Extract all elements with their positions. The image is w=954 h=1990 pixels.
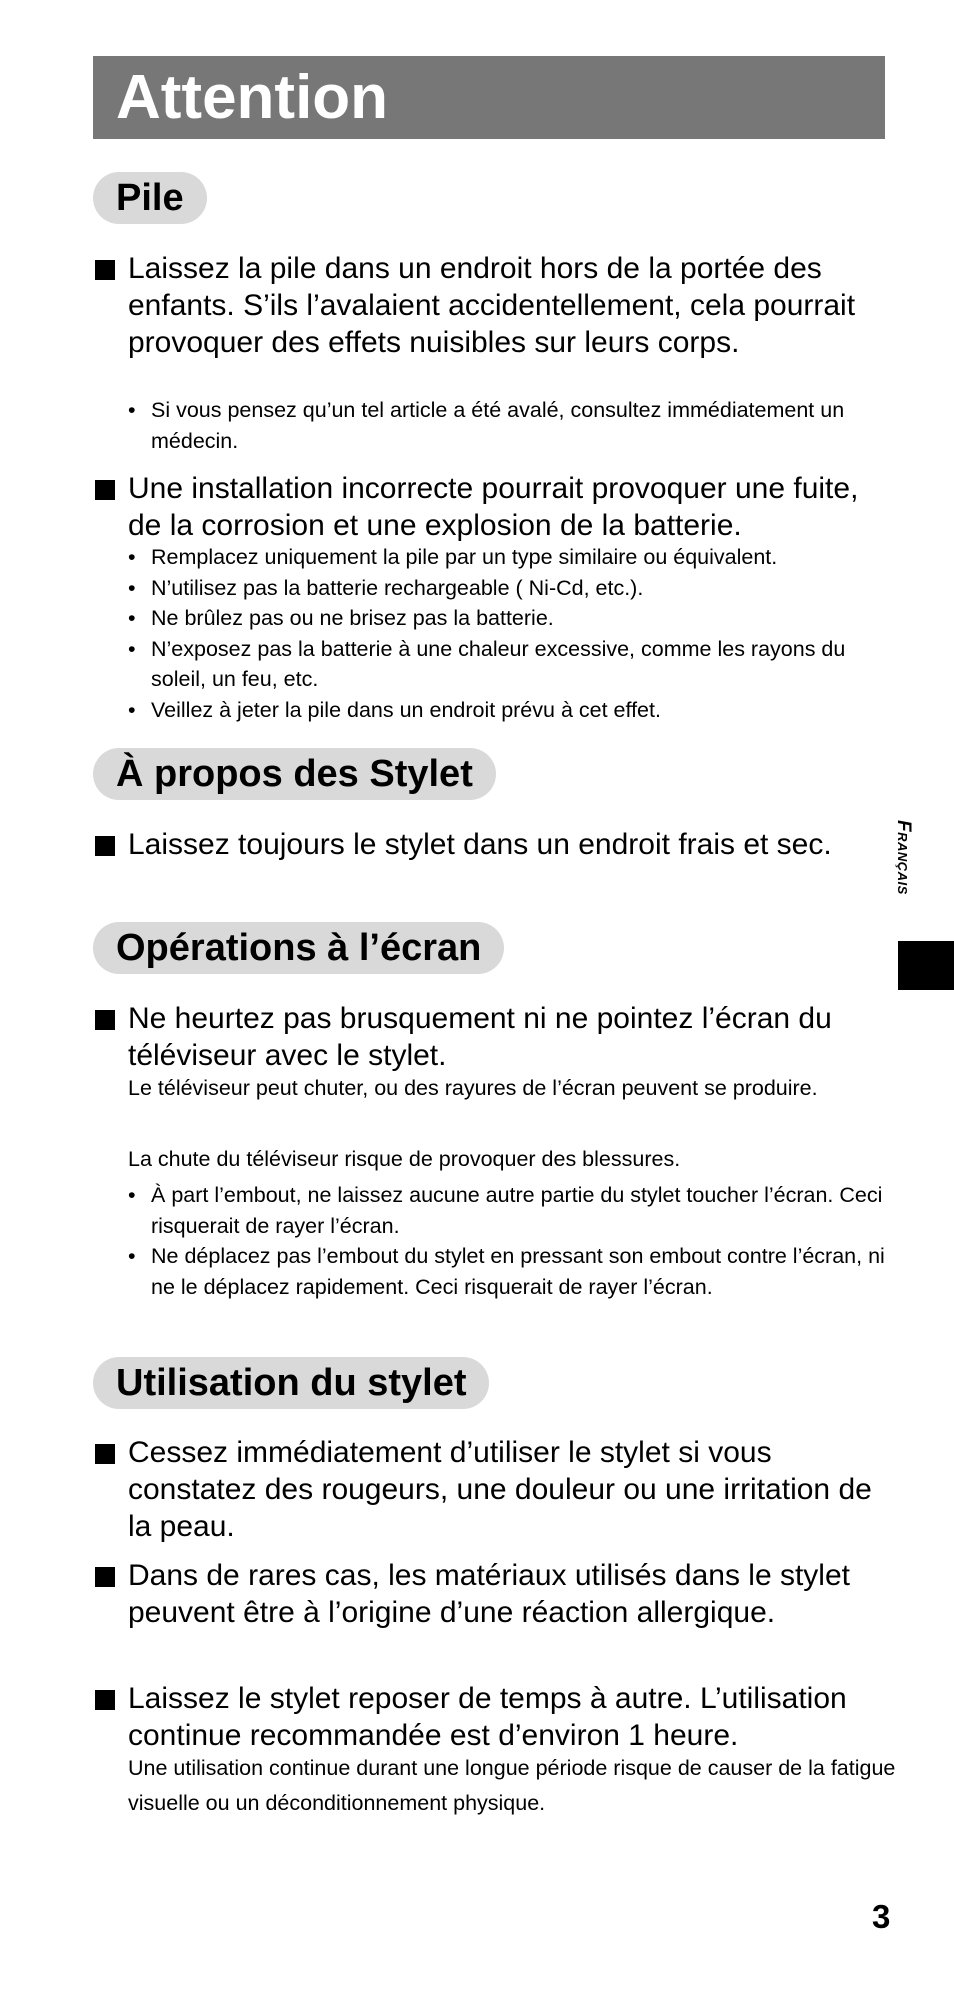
- item-text: Ne heurtez pas brusquement ni ne pointez l’écran du téléviseur avec le stylet.: [128, 1002, 832, 1072]
- item-text: Cessez immédiatement d’utiliser le stylet si vous constatez des rougeurs, une douleur ou une irritation de la peau.: [128, 1436, 872, 1543]
- list-item: [95, 1000, 895, 1074]
- list-item: [95, 1434, 895, 1545]
- language-tab-marker: [898, 941, 954, 990]
- list-item: [95, 250, 895, 361]
- sub-bullet: • Veillez à jeter la pile dans un endroit prévu à cet effet.: [128, 697, 661, 722]
- sub-bullet-list: [128, 1180, 898, 1302]
- sub-bullet: • Ne déplacez pas l’embout du stylet en pressant son embout contre l’écran, ni ne le déplacez rapidement. Ceci risquerait de rayer l’écran.: [128, 1244, 885, 1299]
- section-heading-pile: Pile: [93, 172, 207, 224]
- list-item: [95, 826, 895, 863]
- section-heading-stylet: À propos des Stylet: [93, 748, 496, 800]
- item-text: Laissez la pile dans un endroit hors de la portée des enfants. S’ils l’avalaient accidentellement, cela pourrait provoquer des effets nuisibles sur leurs corps.: [128, 252, 856, 359]
- list-item: [95, 1557, 895, 1631]
- section-heading-utilisation: Utilisation du stylet: [93, 1357, 489, 1409]
- page-number: 3: [872, 1898, 891, 1935]
- sub-bullet: • N’utilisez pas la batterie rechargeable ( Ni-Cd, etc.).: [128, 575, 644, 600]
- square-bullet-icon: [95, 836, 115, 856]
- list-item: [95, 1680, 895, 1754]
- item-text: Laissez le stylet reposer de temps à autre. L’utilisation continue recommandée est d’environ 1 heure.: [128, 1682, 847, 1752]
- square-bullet-icon: [95, 1010, 115, 1030]
- item-note: Le téléviseur peut chuter, ou des rayures de l’écran peuvent se produire.: [128, 1076, 818, 1100]
- language-label: [893, 820, 928, 932]
- item-note: La chute du téléviseur risque de provoquer des blessures.: [128, 1147, 681, 1171]
- square-bullet-icon: [95, 1690, 115, 1710]
- sub-bullet-list: [128, 542, 898, 725]
- sub-bullet-list: [128, 395, 898, 456]
- sub-bullet: • À part l’embout, ne laissez aucune autre partie du stylet toucher l’écran. Ceci risquerait de rayer l’écran.: [128, 1183, 883, 1238]
- square-bullet-icon: [95, 260, 115, 280]
- item-text: Une installation incorrecte pourrait provoquer une fuite, de la corrosion et une explosion de la batterie.: [128, 472, 859, 542]
- square-bullet-icon: [95, 1444, 115, 1464]
- section-heading-operations: Opérations à l’écran: [93, 922, 504, 974]
- item-note: Une utilisation continue durant une longue période risque de causer de la fatigue visuelle ou un déconditionnement physique.: [128, 1756, 896, 1815]
- title-bar: [93, 56, 885, 139]
- sub-bullet: • Ne brûlez pas ou ne brisez pas la batterie.: [128, 606, 554, 630]
- item-text: Dans de rares cas, les matériaux utilisés dans le stylet peuvent être à l’origine d’une réaction allergique.: [128, 1559, 850, 1629]
- sub-bullet: • Remplacez uniquement la pile par un type similaire ou équivalent.: [128, 545, 778, 569]
- page-title: Attention: [116, 63, 389, 132]
- language-label-text: Français: [893, 820, 914, 895]
- square-bullet-icon: [95, 1567, 115, 1587]
- list-item: [95, 470, 895, 544]
- item-text: Laissez toujours le stylet dans un endroit frais et sec.: [128, 828, 832, 861]
- sub-bullet: • Si vous pensez qu’un tel article a été avalé, consultez immédiatement un médecin.: [128, 398, 845, 453]
- sub-bullet: • N’exposez pas la batterie à une chaleur excessive, comme les rayons du soleil, un feu, etc.: [128, 636, 846, 691]
- square-bullet-icon: [95, 480, 115, 500]
